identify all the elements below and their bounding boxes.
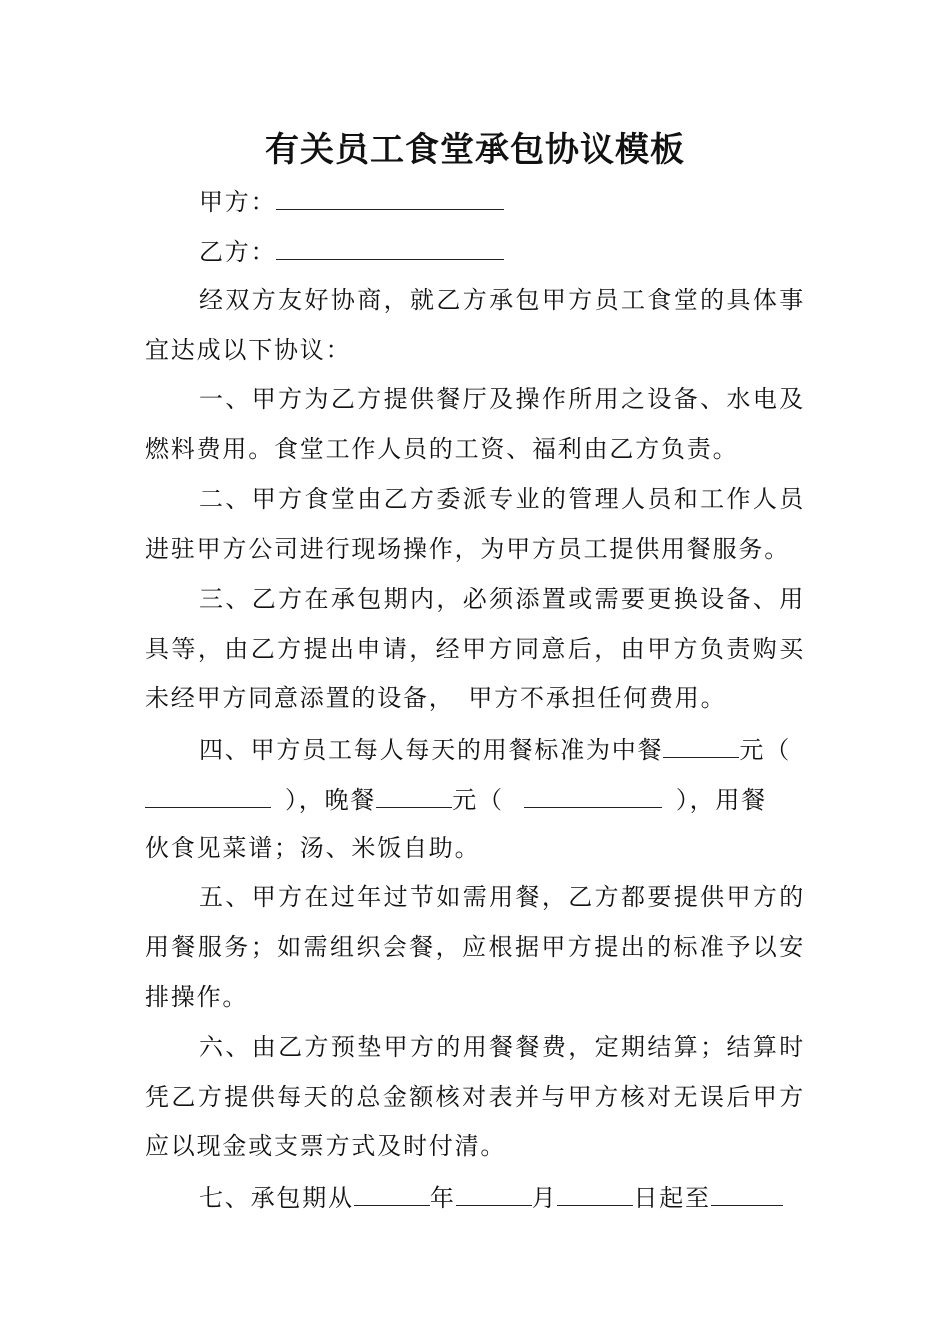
clause3-line-1: 三、乙方在承包期内，必须添置或需要更换设备、用 xyxy=(199,585,805,613)
party-b-blank xyxy=(276,233,504,260)
intro-line-1: 经双方友好协商，就乙方承包甲方员工食堂的具体事 xyxy=(199,286,805,314)
clause4-dinner-text: ），晚餐 xyxy=(285,786,377,814)
clause2-line-2: 进驻甲方公司进行现场操作，为甲方员工提供用餐服务。 xyxy=(145,535,790,563)
clause3-line-2: 具等，由乙方提出申请，经甲方同意后，由甲方负责购买 xyxy=(145,635,805,663)
clause4-line-2 xyxy=(145,781,805,817)
party-a-line xyxy=(199,183,805,219)
clause4-line-1 xyxy=(199,731,805,767)
party-b-label: 乙方： xyxy=(199,238,277,266)
clause7-month-label: 月 xyxy=(531,1184,558,1212)
clause7-line-1 xyxy=(199,1179,805,1215)
party-b-line xyxy=(199,233,805,269)
clause5-line-2: 用餐服务；如需组织会餐，应根据甲方提出的标准予以安 xyxy=(145,933,805,961)
clause5-line-1: 五、甲方在过年过节如需用餐，乙方都要提供甲方的 xyxy=(199,883,805,911)
document-title: 有关员工食堂承包协议模板 xyxy=(265,130,685,170)
clause7-term-text: 七、承包期从 xyxy=(199,1184,354,1212)
clause4-yuan-2: 元（ xyxy=(452,786,504,814)
clause7-day-label: 日起至 xyxy=(633,1184,711,1212)
dinner-price-words-blank xyxy=(524,781,662,808)
lunch-price-blank xyxy=(663,731,739,758)
clause6-line-1: 六、由乙方预垫甲方的用餐餐费，定期结算；结算时 xyxy=(199,1033,805,1061)
dinner-price-blank xyxy=(376,781,452,808)
clause1-line-2: 燃料费用。食堂工作人员的工资、福利由乙方负责。 xyxy=(145,435,739,463)
clause4-meal-text: ），用餐 xyxy=(675,786,768,814)
end-date-blank xyxy=(711,1179,783,1206)
start-year-blank xyxy=(354,1179,430,1206)
clause2-line-1: 二、甲方食堂由乙方委派专业的管理人员和工作人员 xyxy=(199,485,805,513)
clause7-year-label: 年 xyxy=(429,1184,456,1212)
intro-line-2: 宜达成以下协议： xyxy=(145,336,352,364)
clause5-line-3: 排操作。 xyxy=(145,983,249,1011)
party-a-label: 甲方： xyxy=(199,188,277,216)
clause1-line-1: 一、甲方为乙方提供餐厅及操作所用之设备、水电及 xyxy=(199,385,805,413)
lunch-price-words-blank xyxy=(145,781,271,808)
clause4-line-3: 伙食见菜谱；汤、米饭自助。 xyxy=(145,834,481,862)
party-a-blank xyxy=(276,183,504,210)
clause4-yuan-1: 元（ xyxy=(739,736,792,764)
clause4-lunch-text: 四、甲方员工每人每天的用餐标准为中餐 xyxy=(199,736,664,764)
start-month-blank xyxy=(456,1179,532,1206)
clause3-line-3: 未经甲方同意添置的设备， 甲方不承担任何费用。 xyxy=(145,684,727,712)
clause6-line-3: 应以现金或支票方式及时付清。 xyxy=(145,1132,507,1160)
clause6-line-2: 凭乙方提供每天的总金额核对表并与甲方核对无误后甲方 xyxy=(145,1083,805,1111)
start-day-blank xyxy=(557,1179,633,1206)
